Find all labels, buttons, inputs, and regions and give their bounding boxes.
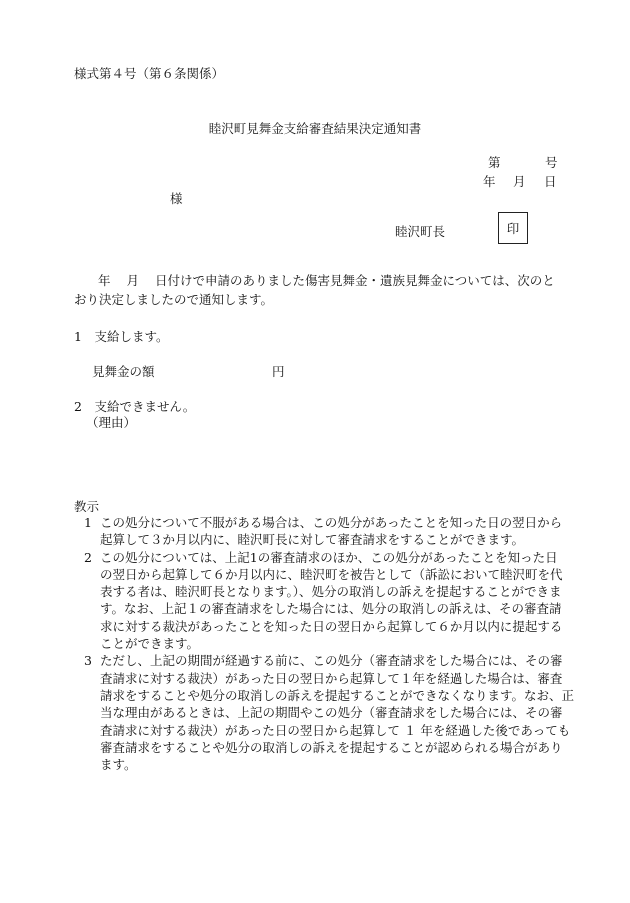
intro-line-1-text: 日付けで申請のありました傷害見舞金・遺族見舞金については、次のと [155,273,555,288]
intro-line-1 [74,271,564,290]
instruction-line: この処分については、上記1の審査請求のほか、この処分があったことを知った日 [100,549,558,565]
instruction-item [74,652,575,773]
addressee-suffix: 様 [170,191,183,206]
instruction-number: 2 [84,549,92,565]
date-day-label: 日 [544,174,557,189]
instruction-line: ことができます。 [100,636,200,652]
date-year-label: 年 [483,174,496,189]
document-title: 睦沢町見舞金支給審査結果決定通知書 [208,121,422,136]
item-1-approved: 1 支給します。 [74,329,169,344]
intro-month: 月 [126,273,140,288]
instruction-item [74,549,566,653]
instruction-line: の翌日から起算して６か月以内に、睦沢町を被告として（訴訟において睦沢町を代 [100,566,563,582]
item-2-not-approved: 2 支給できません。 [74,399,196,414]
instruction-line: す。なお、上記１の審査請求をした場合には、処分の取消しの訴えは、その審査請 [100,601,562,617]
instruction-line: 査請求に対する裁決）があった日の翌日から起算して １ 年を経過した後であっても [100,722,571,738]
seal-label: 印 [506,221,520,236]
instruction-line: 表する者は、睦沢町長となります。）、処分の取消しの訴えを提起することができま [100,584,562,600]
instruction-line: 起算して３か月以内に、睦沢町長に対して審査請求をすることができます。 [100,532,525,548]
instruction-line: この処分について不服がある場合は、この処分があったことを知った日の翌日から [100,515,563,530]
form-number: 様式第４号（第６条関係） [74,66,225,81]
instruction-number: 3 [84,653,92,669]
instruction-heading: 教示 [74,499,100,514]
document-number-suffix: 号 [545,155,558,170]
intro-year: 年 [98,273,111,288]
instruction-number: 1 [84,515,92,530]
seal-stamp-box [498,212,528,244]
date-month-label: 月 [513,174,526,189]
instruction-line: ます。 [100,757,137,773]
instruction-line: 査請求に対する裁決）があった日の翌日から起算して１年を経過した場合は、審査 [100,670,563,686]
amount-label: 見舞金の額 [92,364,155,379]
instruction-line: 審査請求をすることや処分の取消しの訴えを提起することが認められる場合があり [100,739,563,755]
reason-label: （理由） [86,415,137,430]
yen-unit: 円 [272,364,285,379]
intro-paragraph [74,271,564,309]
instruction-line: 請求をすることや処分の取消しの訴えを提起することができなくなります。なお、正 [100,687,575,703]
instruction-list [74,514,575,773]
document-number-prefix: 第 [488,155,501,170]
instruction-item [74,514,566,549]
instruction-line: 当な理由があるときは、上記の期間やこの処分（審査請求をした場合には、その審 [100,705,563,721]
issuer-name: 睦沢町長 [395,224,446,239]
intro-line-2: おり決定しましたので通知します。 [74,292,274,307]
instruction-line: 求に対する裁決があったことを知った日の翌日から起算して６か月以内に提起する [100,618,563,634]
instruction-line: ただし、上記の期間が経過する前に、この処分（審査請求をした場合には、その審 [100,653,563,669]
